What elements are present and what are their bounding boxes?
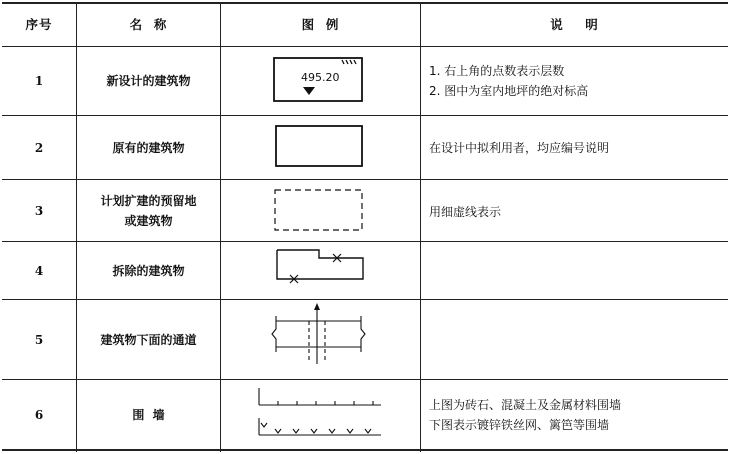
description-line: 用细虚线表示 (429, 205, 502, 219)
new-building-icon (221, 47, 420, 115)
table-bottom-border (2, 449, 728, 451)
row-name: 围 墙 (132, 407, 165, 422)
legend-table (2, 2, 728, 452)
passage-under-building-icon (221, 300, 420, 379)
row-description (421, 180, 728, 241)
description-line: 上图为砖石、混凝土及金属材料围墙 (429, 397, 622, 412)
header-legend: 图 例 (301, 16, 340, 32)
row-name (77, 180, 220, 241)
row-seq: 3 (34, 203, 44, 218)
row-description (421, 380, 728, 449)
row-name: 建筑物下面的通道 (100, 332, 197, 347)
row-seq: 2 (34, 140, 44, 155)
row-seq: 6 (34, 407, 44, 422)
planned-building-dashed-icon (221, 180, 420, 241)
description-line: 2. 图中为室内地坪的绝对标高 (429, 84, 589, 98)
row-name: 原有的建筑物 (112, 140, 185, 155)
row-seq: 5 (34, 332, 44, 347)
description-line: 在设计中拟利用者，均应编号说明 (429, 140, 610, 155)
elevation-triangle-icon (303, 87, 315, 95)
existing-building-icon (221, 116, 420, 179)
row-description (421, 242, 728, 299)
demolished-building-icon (221, 242, 420, 299)
header-name: 名 称 (129, 16, 168, 32)
header-description: 说 明 (550, 16, 599, 32)
direction-arrow-icon (314, 303, 320, 310)
row-description (421, 116, 728, 179)
description-line: 1. 右上角的点数表示层数 (429, 64, 565, 78)
row-seq: 1 (34, 74, 44, 88)
description-line: 下图表示镀锌铁丝网、篱笆等围墙 (429, 417, 610, 432)
row-name: 新设计的建筑物 (106, 74, 191, 88)
row-description (421, 300, 728, 379)
row-name-line: 或建筑物 (124, 213, 173, 228)
elevation-label: 495.20 (301, 71, 340, 84)
row-name: 拆除的建筑物 (112, 263, 185, 278)
row-seq: 4 (34, 263, 44, 278)
row-description (421, 47, 728, 115)
row-name-line: 计划扩建的预留地 (100, 193, 197, 208)
enclosure-wall-icon (221, 380, 420, 449)
header-seq: 序号 (25, 16, 53, 32)
